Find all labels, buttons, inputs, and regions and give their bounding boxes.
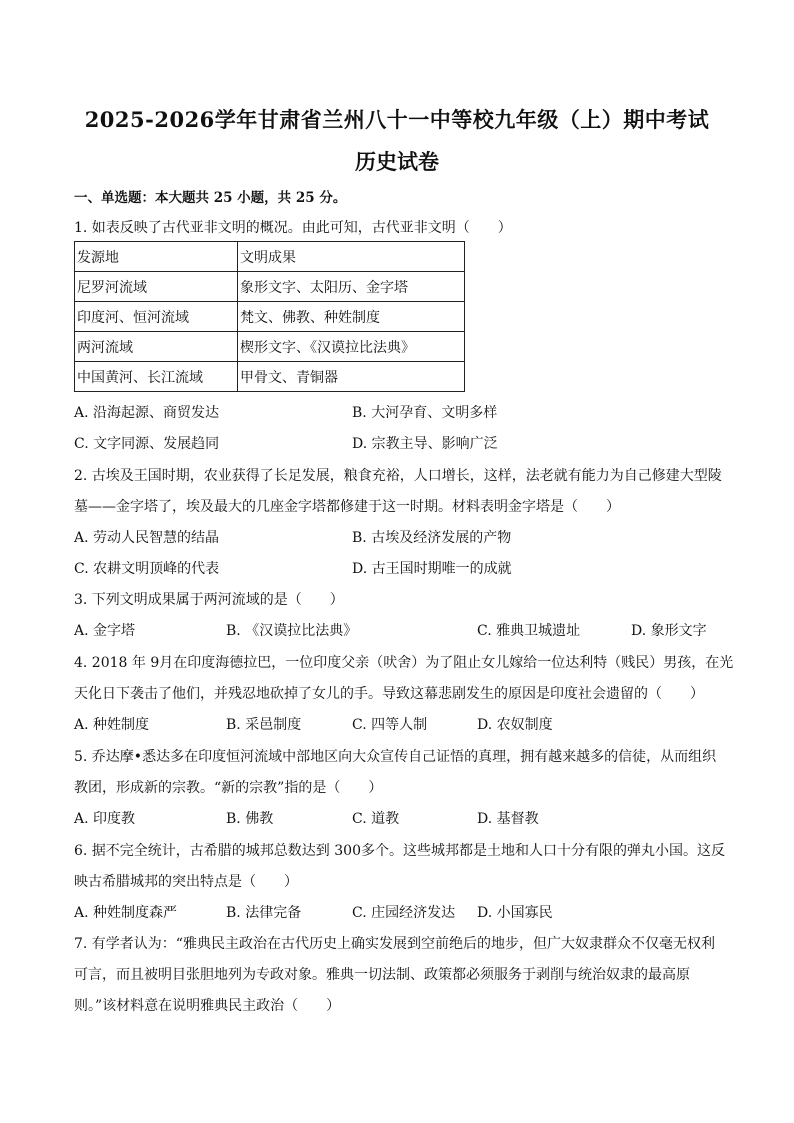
question-4-option-b[interactable]: B. 采邑制度 [226,717,302,733]
question-1-stem: 1. 如表反映了古代亚非文明的概况。由此可知，古代亚非文明（ ） [74,220,512,236]
section-heading: 一、单选题：本大题共 25 小题，共 25 分。 [74,190,347,206]
table-header-cell: 文明成果 [238,242,465,272]
page-title: 2025-2026学年甘肃省兰州八十一中等校九年级（上）期中考试 [84,107,710,132]
question-6-option-b[interactable]: B. 法律完备 [226,905,302,921]
question-1-option-b[interactable]: B. 大河孕育、文明多样 [352,405,498,421]
table-header-cell: 发源地 [75,242,238,272]
question-5-stem-line-2: 教团，形成新的宗教。“新的宗教”指的是（ ） [74,780,383,796]
question-3-option-a[interactable]: A. 金字塔 [74,623,136,639]
question-4-option-c[interactable]: C. 四等人制 [352,717,428,733]
table-cell: 甲骨文、青铜器 [238,362,465,392]
question-3-option-d[interactable]: D. 象形文字 [631,623,707,639]
table-cell: 梵文、佛教、种姓制度 [238,302,465,332]
question-3-stem: 3. 下列文明成果属于两河流域的是（ ） [74,592,344,608]
table-cell: 楔形文字、《汉谟拉比法典》 [238,332,465,362]
question-7-stem-line-2: 可言，而且被明目张胆地列为专政对象。雅典一切法制、政策都必须服务于剥削与统治奴隶的最高原 [74,967,690,983]
question-2-stem-line-1: 2. 古埃及王国时期，农业获得了长足发展，粮食充裕，人口增长，这样，法老就有能力为自己修建大型陵 [74,468,722,484]
question-5-option-a[interactable]: A. 印度教 [74,811,136,827]
question-6-stem-line-2: 映古希腊城邦的突出特点是（ ） [74,874,298,890]
question-2-stem-line-2: 墓——金字塔了，埃及最大的几座金字塔都修建于这一时期。材料表明金字塔是（ ） [74,499,620,515]
table-header-row [75,242,465,272]
table-row [75,272,465,302]
question-1-option-a[interactable]: A. 沿海起源、商贸发达 [74,405,220,421]
question-6-option-d[interactable]: D. 小国寡民 [477,905,553,921]
table-cell: 印度河、恒河流域 [75,302,238,332]
question-5-option-d[interactable]: D. 基督教 [477,811,539,827]
question-6-option-a[interactable]: A. 种姓制度森严 [74,905,178,921]
table-cell: 中国黄河、长江流域 [75,362,238,392]
table-cell: 两河流域 [75,332,238,362]
question-4-stem-line-2: 天化日下袭击了他们，并残忍地砍掉了女儿的手。导致这幕悲剧发生的原因是印度社会遗留的（ ） [74,686,704,702]
question-1-option-c[interactable]: C. 文字同源、发展趋同 [74,436,220,452]
table-cell: 象形文字、太阳历、金字塔 [238,272,465,302]
question-3-option-c[interactable]: C. 雅典卫城遗址 [477,623,581,639]
question-5-option-b[interactable]: B. 佛教 [226,811,274,827]
question-2-option-d[interactable]: D. 古王国时期唯一的成就 [352,561,512,577]
question-4-stem-line-1: 4. 2018 年 9月在印度海德拉巴，一位印度父亲（吠舍）为了阻止女儿嫁给一位达利特（贱民）男孩，在光 [74,655,734,671]
question-2-option-b[interactable]: B. 古埃及经济发展的产物 [352,530,512,546]
question-6-option-c[interactable]: C. 庄园经济发达 [352,905,456,921]
table-row [75,362,465,392]
question-2-option-a[interactable]: A. 劳动人民智慧的结晶 [74,530,220,546]
question-7-stem-line-3: 则。”该材料意在说明雅典民主政治（ ） [74,998,341,1014]
question-5-stem-line-1: 5. 乔达摩•悉达多在印度恒河流域中部地区向大众宣传自己证悟的真理，拥有越来越多的信徒，从而组织 [74,749,717,765]
table-row [75,332,465,362]
civilization-table [74,241,465,392]
question-4-option-d[interactable]: D. 农奴制度 [477,717,553,733]
question-1-option-d[interactable]: D. 宗教主导、影响广泛 [352,436,498,452]
table-row [75,302,465,332]
question-6-stem-line-1: 6. 据不完全统计，古希腊的城邦总数达到 300多个。这些城邦都是土地和人口十分有限的弹丸小国。这反 [74,843,725,859]
question-3-option-b[interactable]: B. 《汉谟拉比法典》 [226,623,358,639]
question-4-option-a[interactable]: A. 种姓制度 [74,717,150,733]
question-7-stem-line-1: 7. 有学者认为：“雅典民主政治在古代历史上确实发展到空前绝后的地步，但广大奴隶群众不仅毫无权利 [74,936,715,952]
question-5-option-c[interactable]: C. 道教 [352,811,400,827]
question-2-option-c[interactable]: C. 农耕文明顶峰的代表 [74,561,220,577]
page-subtitle: 历史试卷 [355,149,439,174]
table-cell: 尼罗河流域 [75,272,238,302]
